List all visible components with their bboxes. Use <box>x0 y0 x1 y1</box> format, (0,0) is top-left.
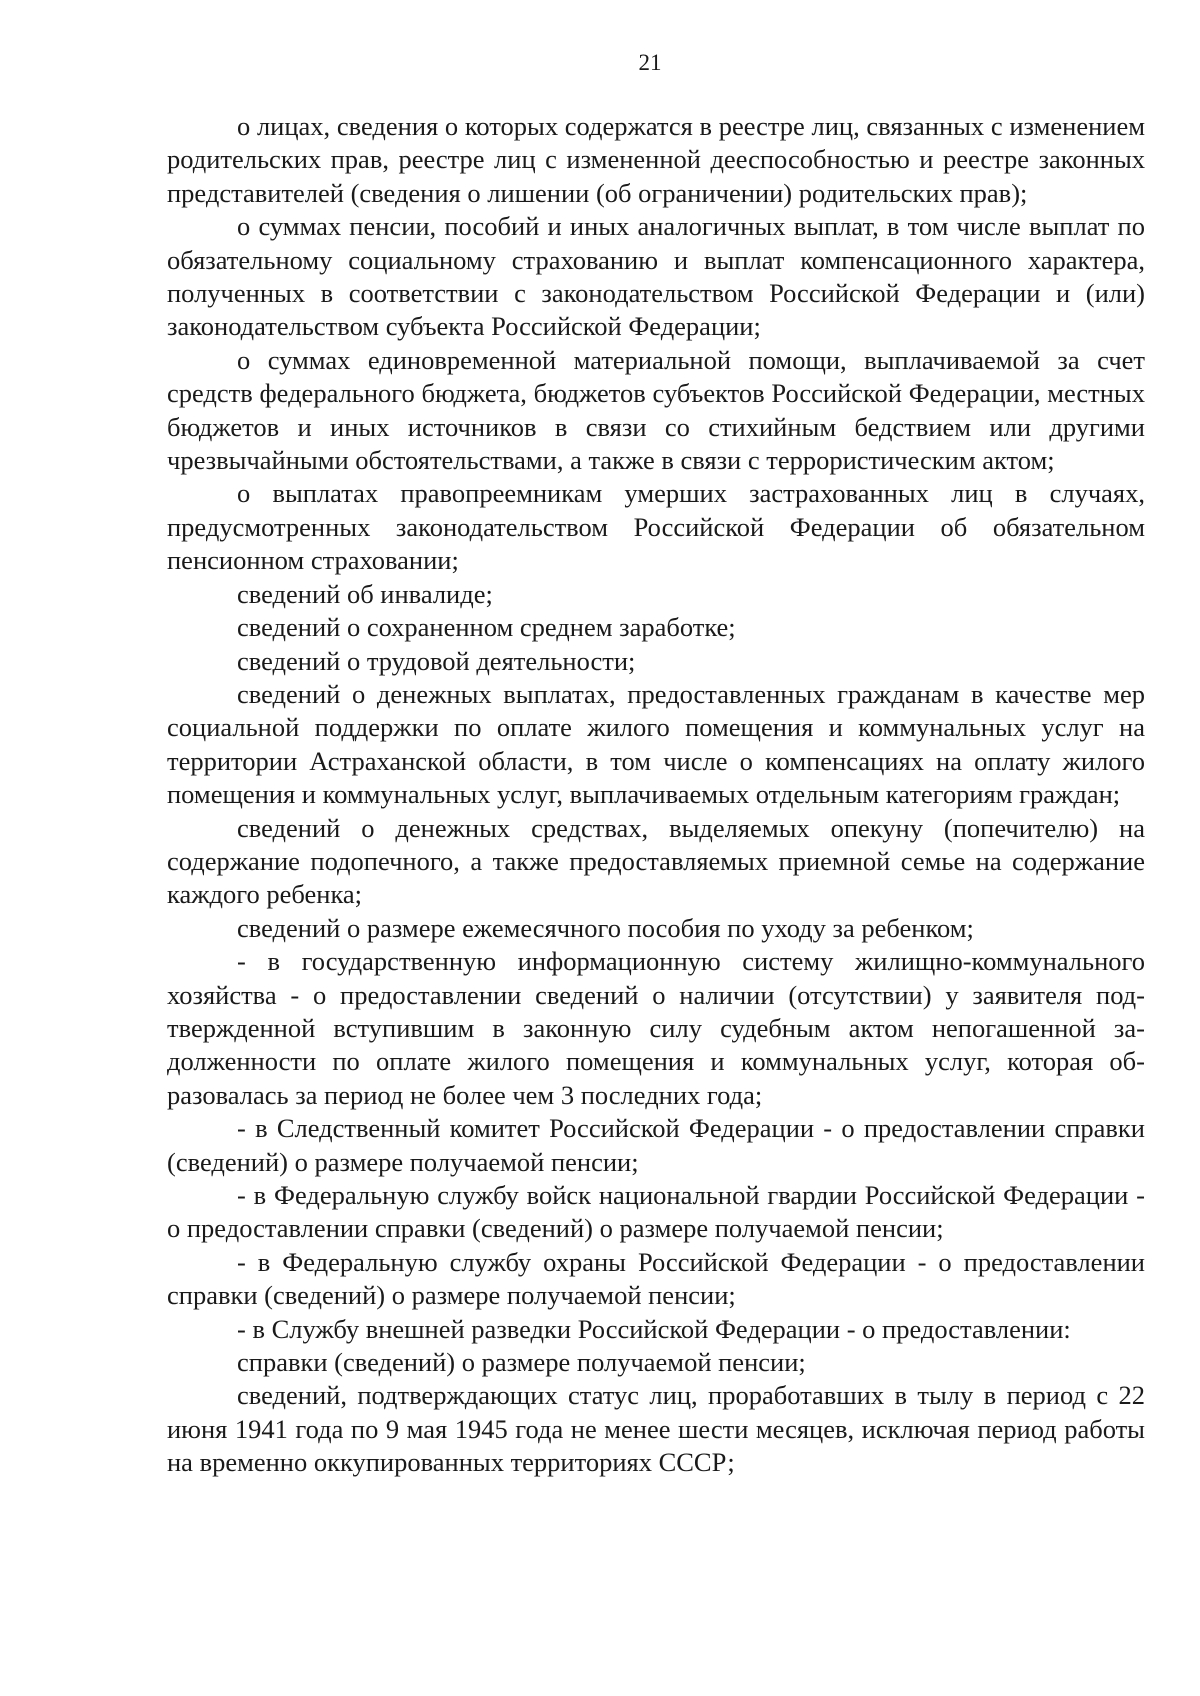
paragraph: о выплатах правопреемникам умерших застрахованных лиц в случаях, предусмотренных законодательством Российской Федерации об обязательном пенсионном страховании; <box>167 478 1145 576</box>
paragraph: сведений о денежных выплатах, предоставленных гражданам в качестве мер социальной поддержки по оплате жилого помещения и коммунальных услуг на территории Астраханской области, в том числе о компенсациях на оплату жилого помещения и коммунальных услуг, выплачиваемых отдельным категориям граждан; <box>167 678 1145 810</box>
paragraph: сведений о денежных средствах, выделяемых опекуну (попечителю) на содержание подопечного, а также предоставляемых приемной семье на содержание каждого ребенка; <box>167 812 1145 910</box>
paragraph: сведений о трудовой деятельности; <box>237 645 636 676</box>
paragraph: - в Службу внешней разведки Российской Федерации - о предоставлении: <box>237 1313 1071 1344</box>
paragraph: сведений об инвалиде; <box>237 578 493 609</box>
page-number: 21 <box>638 50 662 75</box>
paragraph: справки (сведений) о размере получаемой пенсии; <box>237 1347 806 1378</box>
document-body <box>167 110 1145 1480</box>
paragraph: о лицах, сведения о которых содержатся в реестре лиц, связанных с изменением родительских прав, реестре лиц с измененной дееспособностью и реестре законных представителей (сведения о лишении (об ограничении) родительских прав); <box>167 111 1145 208</box>
paragraph: сведений, подтверждающих статус лиц, проработавших в тылу в период с 22 июня 1941 года по 9 мая 1945 года не менее шести месяцев, исключая период работы на временно оккупированных территориях СССР; <box>167 1380 1145 1478</box>
paragraph: о суммах пенсии, пособий и иных аналогичных выплат, в том числе выплат по обязательному социальному страхованию и выплат компенсационного характера, полученных в соответствии с законодательством Российской Федерации и (или) законодательством субъекта Российской Федерации; <box>167 211 1145 342</box>
paragraph: - в Следственный комитет Российской Федерации - о предоставлении справки (сведений) о размере получаемой пенсии; <box>167 1113 1145 1177</box>
paragraph: - в Федеральную службу охраны Российской Федерации - о предоставлении справки (сведений) о размере получаемой пенсии; <box>167 1246 1145 1311</box>
paragraph: о суммах единовременной материальной помощи, выплачиваемой за счет средств федерального бюджета, бюджетов субъектов Российской Федерации, местных бюджетов и иных источников в связи со стихийным бедствием или другими чрезвычайными обстоятельствами, а также в связи с террористическим актом; <box>167 344 1145 476</box>
paragraph: сведений о сохраненном среднем заработке; <box>237 612 736 643</box>
paragraph: - в государственную информационную систему жилищно-коммунального хозяйства - о предоставлении сведений о наличии (отсутствии) у заявителя подтвержденной вступившим в законную силу судебным актом непогашенной задолженности по оплате жилого помещения и коммунальных услуг, которая образовалась за период не более чем 3 последних года; <box>167 946 1145 1110</box>
paragraph: сведений о размере ежемесячного пособия по уходу за ребенком; <box>237 912 974 943</box>
paragraph: - в Федеральную службу войск национальной гвардии Российской Федерации - о предоставлении справки (сведений) о размере получаемой пенсии; <box>167 1180 1145 1244</box>
